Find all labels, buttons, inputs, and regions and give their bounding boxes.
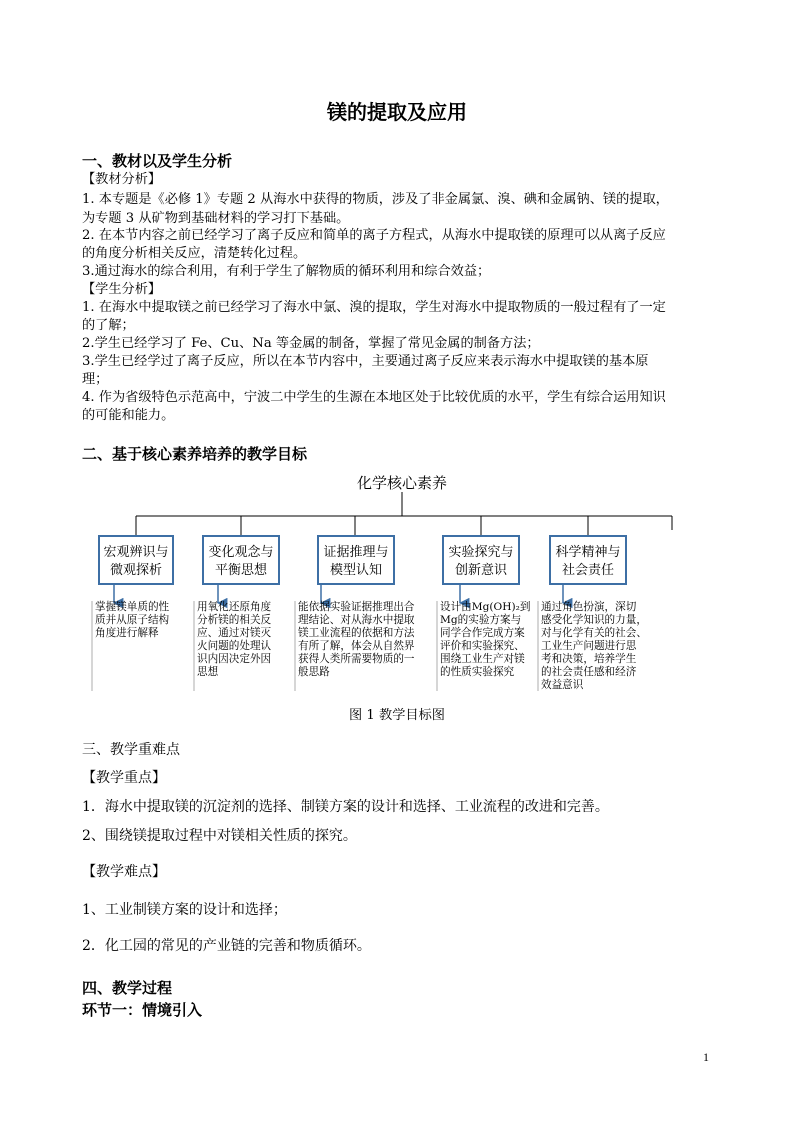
goal-desc-5-line: 工业生产问题进行思 [541,640,637,652]
goal-box-4-line2: 创新意识 [454,563,507,578]
goal-desc-1-line: 掌握镁单质的性 [95,601,170,613]
goal-desc-4-line: 同学合作完成方案 [440,627,525,639]
figure-caption: 图 1 教学目标图 [349,708,445,723]
goal-desc-2 [197,601,271,679]
material-line-1: 1. 本专题是《必修 1》专题 2 从海水中获得的物质，涉及了非金属氯、溴、碘和金属钠、镁的提取， [82,192,669,207]
goal-desc-1-line: 角度进行解释 [95,627,159,639]
goal-desc-5-line: 效益意识 [541,679,584,691]
goal-desc-3-line: 镁工业流程的依据和方法 [298,627,415,639]
diagram-root-label: 化学核心素养 [356,474,447,492]
goal-desc-3-line: 能依据实验证据推理出合 [298,601,415,613]
goal-box-2-line1: 变化观念与 [208,545,274,560]
page-number: 1 [703,1050,709,1064]
goal-desc-3-line: 有所了解，体会从自然界 [298,640,415,652]
student-line-7: 的可能和能力。 [82,408,175,423]
goal-desc-2-line: 火问题的处理认 [197,640,272,652]
student-line-3: 2.学生已经学习了 Fe、Cu、Na 等金属的制备，掌握了常见金属的制备方法； [82,336,540,351]
goal-box-4-line1: 实验探究与 [448,545,514,560]
goal-desc-3-line: 理结论、对从海水中提取 [298,614,415,626]
goal-desc-5-line: 对与化学有关的社会、 [541,627,647,639]
goal-box-1-line1: 宏观辨识与 [103,545,169,560]
student-analysis-label: 【学生分析】 [82,282,162,297]
goal-desc-3-line: 般思路 [298,666,330,678]
goal-desc-5-line: 的社会责任感和经济 [541,666,637,678]
student-line-2: 的了解； [82,318,135,333]
goal-desc-4-line: 设计由Mg(OH)₂到 [440,601,531,613]
difficult-point-2: 2．化工园的常见的产业链的完善和物质循环。 [82,938,371,954]
goal-desc-5 [541,601,647,692]
section4-heading: 四、教学过程 [82,979,173,997]
goal-desc-2-line: 分析镁的相关反 [197,614,272,626]
goal-box-1-line2: 微观探析 [109,563,162,578]
difficult-points-label: 【教学难点】 [82,864,166,880]
goal-box-2-text [203,544,279,580]
goal-desc-5-line: 感受化学知识的力量， [541,614,647,626]
goal-box-4-text [443,544,519,580]
goal-box-2-line2: 平衡思想 [214,563,267,578]
goal-desc-3-line: 获得人类所需要物质的一 [298,653,415,665]
goal-box-5-line1: 科学精神与 [555,545,621,560]
material-line-2: 为专题 3 从矿物到基础材料的学习打下基础。 [82,211,350,226]
goal-box-3-line2: 模型认知 [329,563,382,578]
goal-desc-1 [95,601,169,640]
goal-desc-5-line: 考和决策，培养学生 [541,653,637,665]
goal-desc-4-line: 的性质实验探究 [440,666,515,678]
goal-desc-4-line: 围绕工业生产对镁 [440,653,525,665]
section2-heading: 二、基于核心素养培养的教学目标 [82,445,308,463]
material-analysis-label: 【教材分析】 [82,172,162,187]
goal-desc-2-line: 思想 [197,666,219,678]
page-title: 镁的提取及应用 [327,100,467,124]
goal-box-3-text [318,544,394,580]
goal-box-3-line1: 证据推理与 [323,545,389,560]
goal-desc-5-line: 通过角色扮演，深切 [541,601,637,613]
teaching-goals-diagram [82,466,722,728]
goal-desc-3 [298,601,415,679]
difficult-point-1: 1、工业制镁方案的设计和选择； [82,902,287,918]
goal-desc-1-line: 质并从原子结构 [95,614,170,626]
goal-box-5-text [550,544,626,580]
goal-desc-4-line: 评价和实验探究、 [440,640,525,652]
goal-desc-2-line: 用氧化还原角度 [197,601,272,613]
student-line-4: 3.学生已经学过了离子反应，所以在本节内容中，主要通过离子反应来表示海水中提取镁的基本原 [82,354,649,369]
goal-desc-4-line: Mg的实验方案与 [440,614,522,626]
material-line-4: 的角度分析相关反应，清楚转化过程。 [82,246,307,261]
section4-subheading: 环节一：情境引入 [82,1001,203,1019]
goal-desc-2-line: 识内因决定外因 [197,653,272,665]
goal-box-1-text [99,544,173,580]
goal-desc-4 [440,601,530,679]
material-line-3: 2. 在本节内容之前已经学习了离子反应和简单的离子方程式，从海水中提取镁的原理可以从离子反应 [82,228,666,243]
key-point-2: 2、围绕镁提取过程中对镁相关性质的探究。 [82,828,357,844]
section1-heading: 一、教材以及学生分析 [82,152,233,170]
student-line-1: 1. 在海水中提取镁之前已经学习了海水中氯、溴的提取，学生对海水中提取物质的一般过程有了一定 [82,300,666,315]
key-points-label: 【教学重点】 [82,770,166,786]
section3-heading: 三、教学重难点 [82,742,180,758]
goal-box-5-line2: 社会责任 [561,563,614,578]
student-line-5: 理； [82,372,109,387]
student-line-6: 4. 作为省级特色示范高中，宁波二中学生的生源在本地区处于比较优质的水平，学生有综合运用知识 [82,390,666,405]
material-line-5: 3.通过海水的综合利用，有利于学生了解物质的循环利用和综合效益； [82,264,491,279]
key-point-1: 1．海水中提取镁的沉淀剂的选择、制镁方案的设计和选择、工业流程的改进和完善。 [82,799,609,815]
goal-desc-2-line: 应、通过对镁灭 [197,627,272,639]
